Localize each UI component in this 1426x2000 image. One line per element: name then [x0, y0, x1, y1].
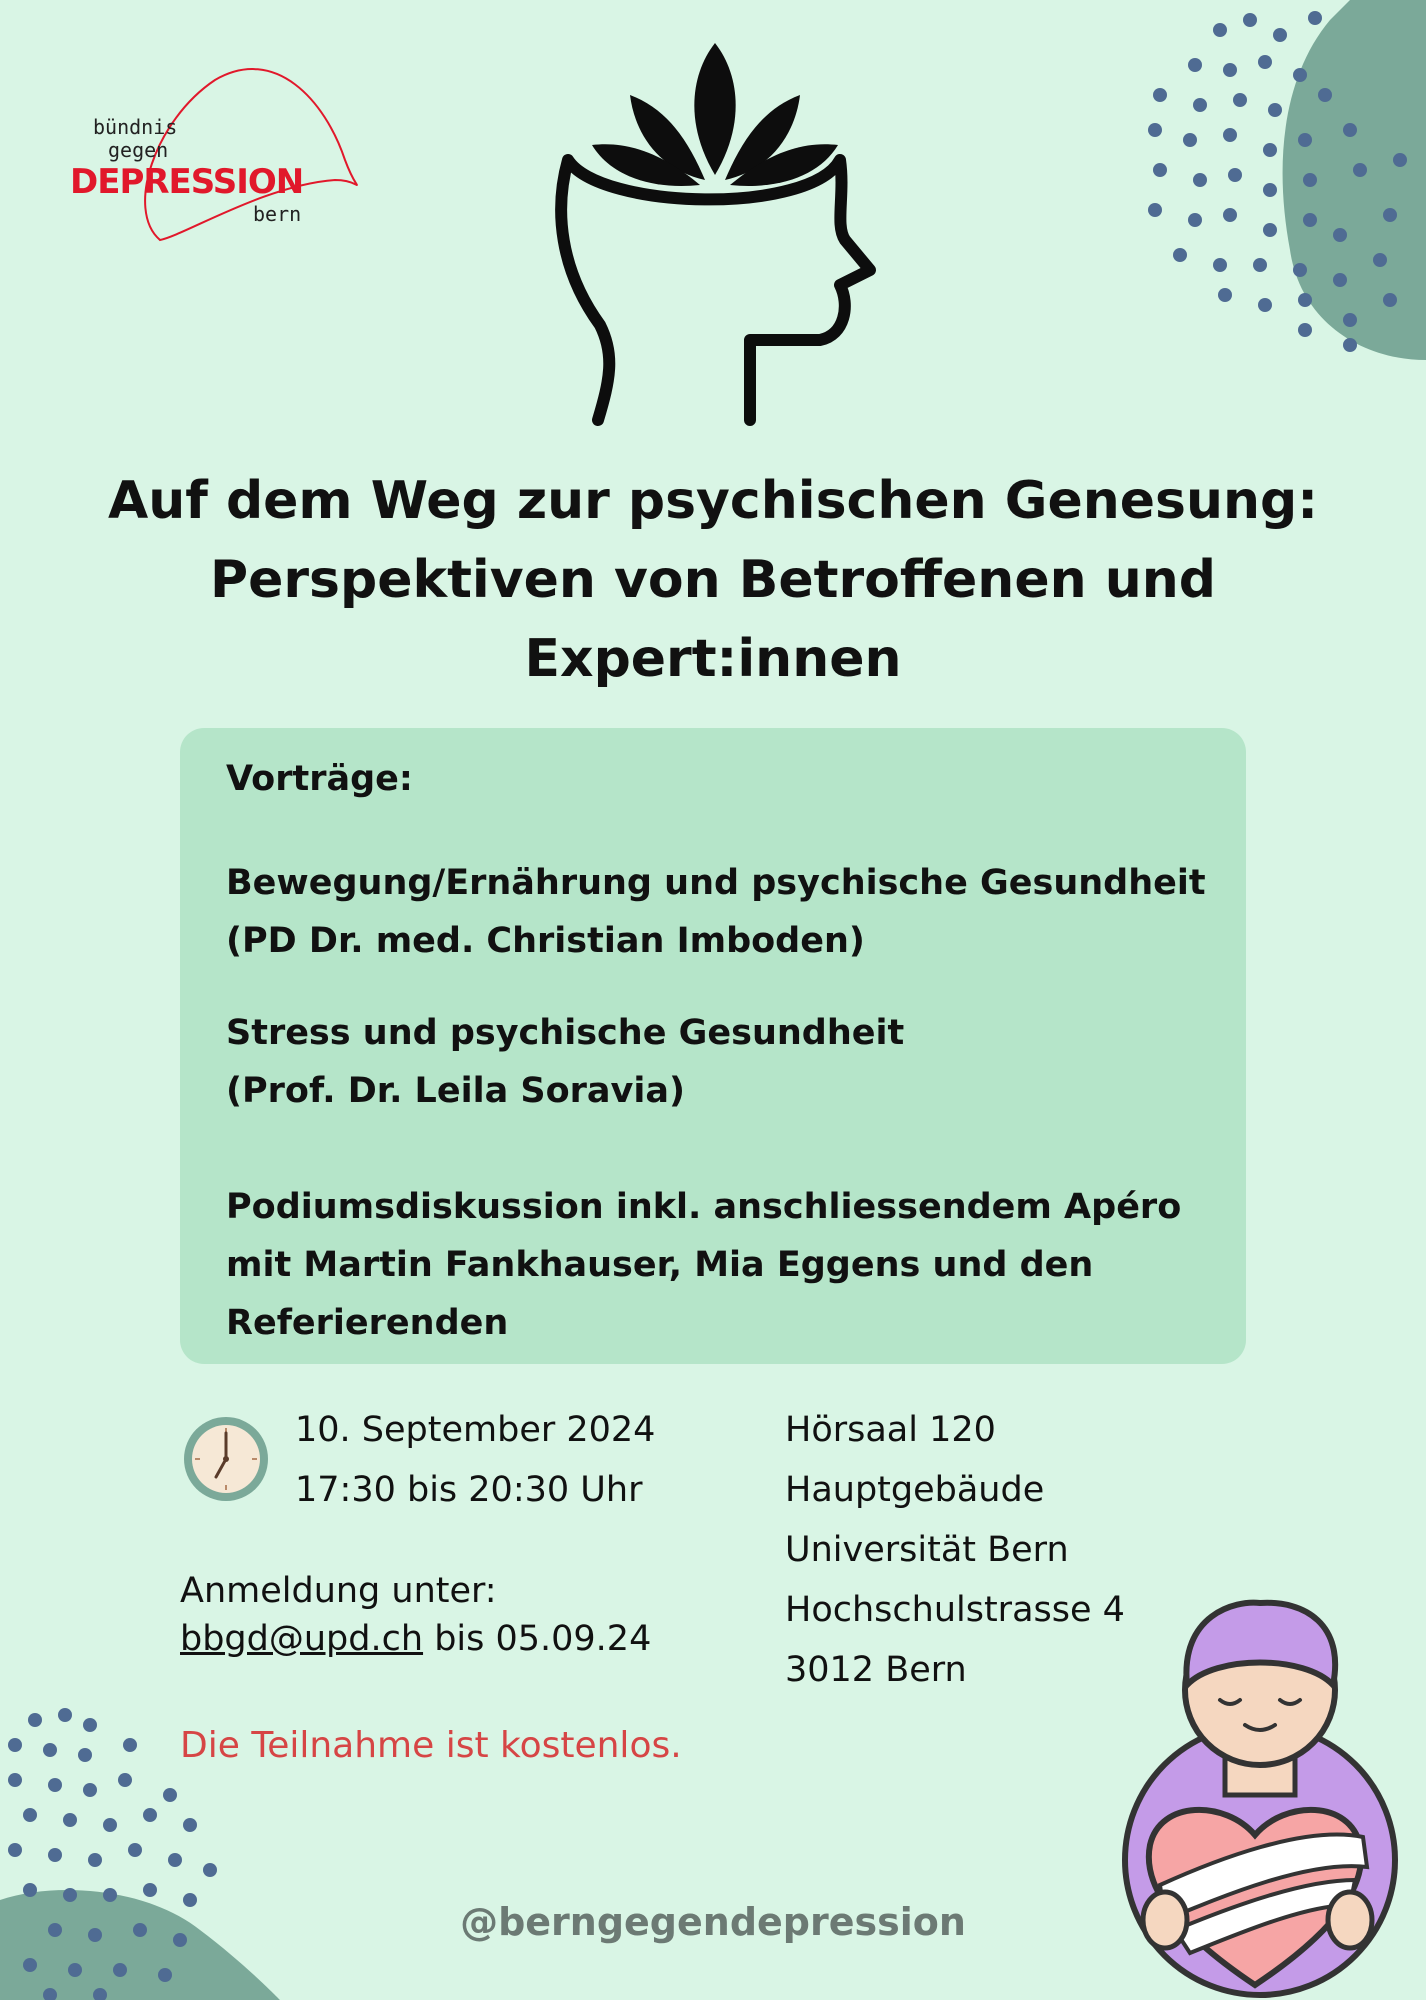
location-room: Hörsaal 120	[785, 1410, 996, 1450]
registration-deadline: bis 05.09.24	[434, 1619, 652, 1659]
panel-line-1: Podiumsdiskussion inkl. anschliessendem Apéro	[226, 1187, 1182, 1227]
logo-text-bern: bern	[253, 202, 302, 226]
clock-icon	[180, 1413, 272, 1505]
registration-email-link[interactable]: bbgd@upd.ch	[180, 1619, 424, 1659]
logo-text-buendnis: bündnis	[93, 115, 178, 139]
registration-line	[180, 1615, 651, 1663]
talk-1-speaker: (PD Dr. med. Christian Imboden)	[226, 921, 865, 961]
lotus-head-icon	[540, 35, 890, 430]
title-line-3: Expert:innen	[524, 629, 902, 689]
logo-text-gegen: gegen	[108, 138, 169, 162]
event-time: 17:30 bis 20:30 Uhr	[295, 1470, 643, 1510]
talk-1-title: Bewegung/Ernährung und psychische Gesundheit	[226, 863, 1206, 903]
location-university: Universität Bern	[785, 1530, 1069, 1570]
talk-2-title: Stress und psychische Gesundheit	[226, 1013, 905, 1053]
title-line-2: Perspektiven von Betroffenen und	[210, 550, 1216, 610]
free-admission-note: Die Teilnahme ist kostenlos.	[180, 1725, 682, 1766]
decorative-dots-top-right	[1100, 0, 1426, 370]
logo-text-depression: DEPRESSION	[70, 162, 304, 202]
location-building: Hauptgebäude	[785, 1470, 1045, 1510]
event-date: 10. September 2024	[295, 1410, 656, 1450]
social-handle[interactable]: @berngegendepression	[460, 1900, 966, 1944]
program-heading: Vorträge:	[226, 759, 413, 799]
location-city: 3012 Bern	[785, 1650, 967, 1690]
location-street: Hochschulstrasse 4	[785, 1590, 1125, 1630]
logo-buendnis-gegen-depression	[65, 60, 385, 260]
talk-2-speaker: (Prof. Dr. Leila Soravia)	[226, 1071, 685, 1111]
panel-line-3: Referierenden	[226, 1303, 509, 1343]
page-title	[60, 462, 1366, 699]
panel-line-2: mit Martin Fankhauser, Mia Eggens und den	[226, 1245, 1094, 1285]
registration-label: Anmeldung unter:	[180, 1571, 497, 1611]
program-box	[180, 728, 1246, 1364]
title-line-1: Auf dem Weg zur psychischen Genesung:	[107, 471, 1319, 531]
